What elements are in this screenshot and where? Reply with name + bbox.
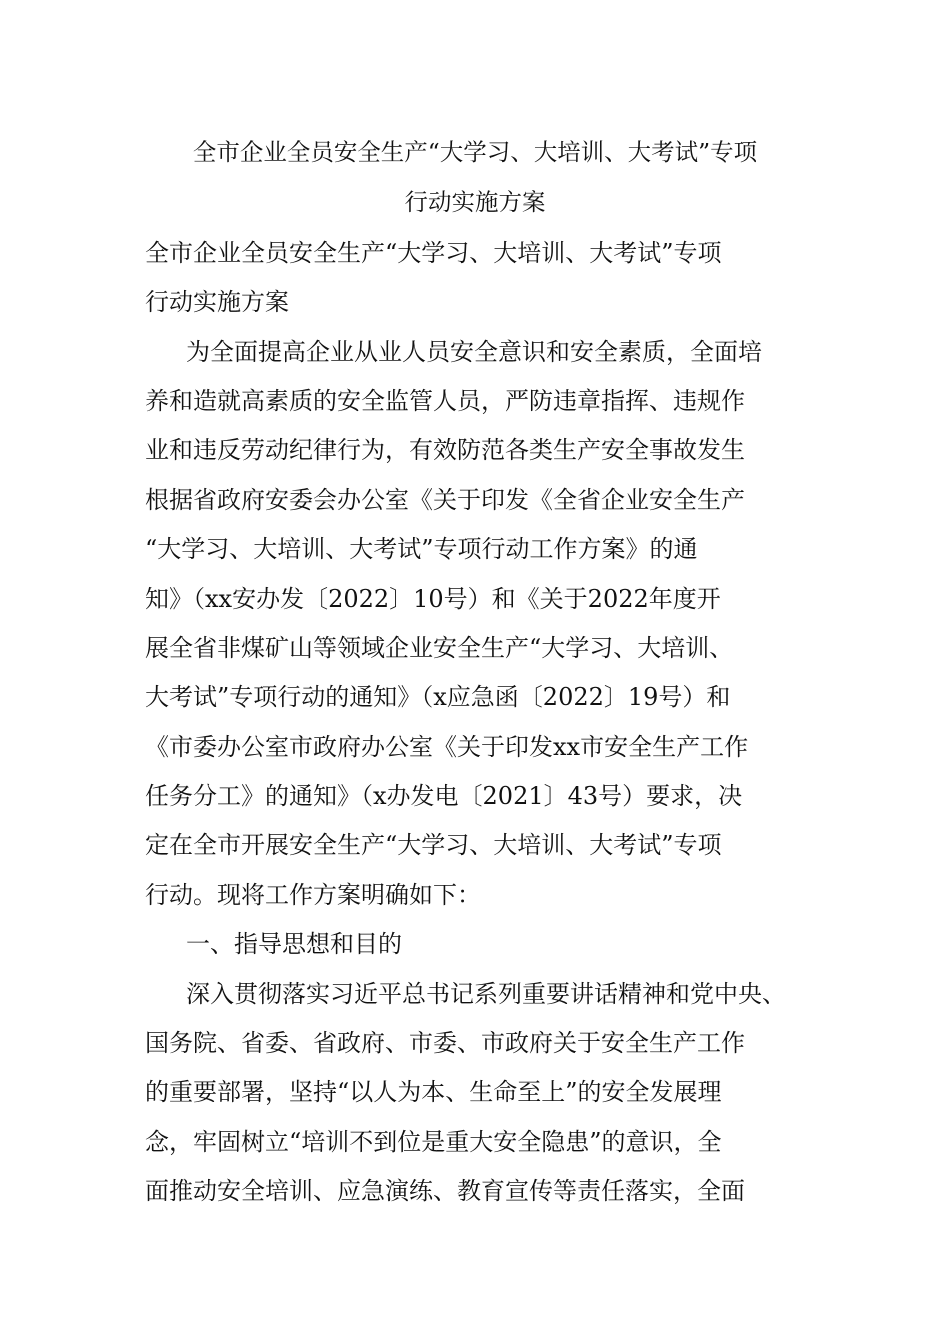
body-line: 任务分工》的通知》（x办发电〔2021〕43号）要求，决 bbox=[145, 782, 743, 810]
body-line: “大学习、大培训、大考试”专项行动工作方案》的通 bbox=[145, 535, 698, 563]
body-line: 念，牢固树立“培训不到位是重大安全隐患”的意识，全 bbox=[145, 1128, 722, 1156]
body-line: 展全省非煤矿山等领域企业安全生产“大学习、大培训、 bbox=[145, 634, 734, 662]
body-line: 国务院、省委、省政府、市委、市政府关于安全生产工作 bbox=[145, 1029, 745, 1057]
body-line: 养和造就高素质的安全监管人员，严防违章指挥、违规作 bbox=[145, 387, 745, 415]
body-line: 业和违反劳动纪律行为，有效防范各类生产安全事故发生 bbox=[145, 436, 745, 464]
section-heading: 一、指导思想和目的 bbox=[186, 930, 402, 958]
body-line: 行动。现将工作方案明确如下： bbox=[145, 881, 481, 909]
body-line: 知》（xx安办发〔2022〕10号）和《关于2022年度开 bbox=[145, 585, 721, 613]
body-line: 的重要部署，坚持“以人为本、生命至上”的安全发展理 bbox=[145, 1078, 722, 1106]
body-line: 《市委办公室市政府办公室《关于印发xx市安全生产工作 bbox=[145, 733, 749, 761]
body-line: 全市企业全员安全生产“大学习、大培训、大考试”专项 bbox=[145, 239, 722, 267]
body-line: 根据省政府安委会办公室《关于印发《全省企业安全生产 bbox=[145, 486, 745, 514]
document-title-line-2: 行动实施方案 bbox=[404, 188, 546, 216]
paragraph-first-line: 为全面提高企业从业人员安全意识和安全素质，全面培 bbox=[186, 338, 762, 366]
document-title-line-1: 全市企业全员安全生产“大学习、大培训、大考试”专项 bbox=[192, 138, 758, 166]
body-line: 面推动安全培训、应急演练、教育宣传等责任落实，全面 bbox=[145, 1177, 745, 1205]
body-line: 大考试”专项行动的通知》（x应急函〔2022〕19号）和 bbox=[145, 683, 731, 711]
body-line: 行动实施方案 bbox=[145, 288, 289, 316]
paragraph-first-line: 深入贯彻落实习近平总书记系列重要讲话精神和党中央、 bbox=[186, 980, 786, 1008]
body-line: 定在全市开展安全生产“大学习、大培训、大考试”专项 bbox=[145, 831, 722, 859]
